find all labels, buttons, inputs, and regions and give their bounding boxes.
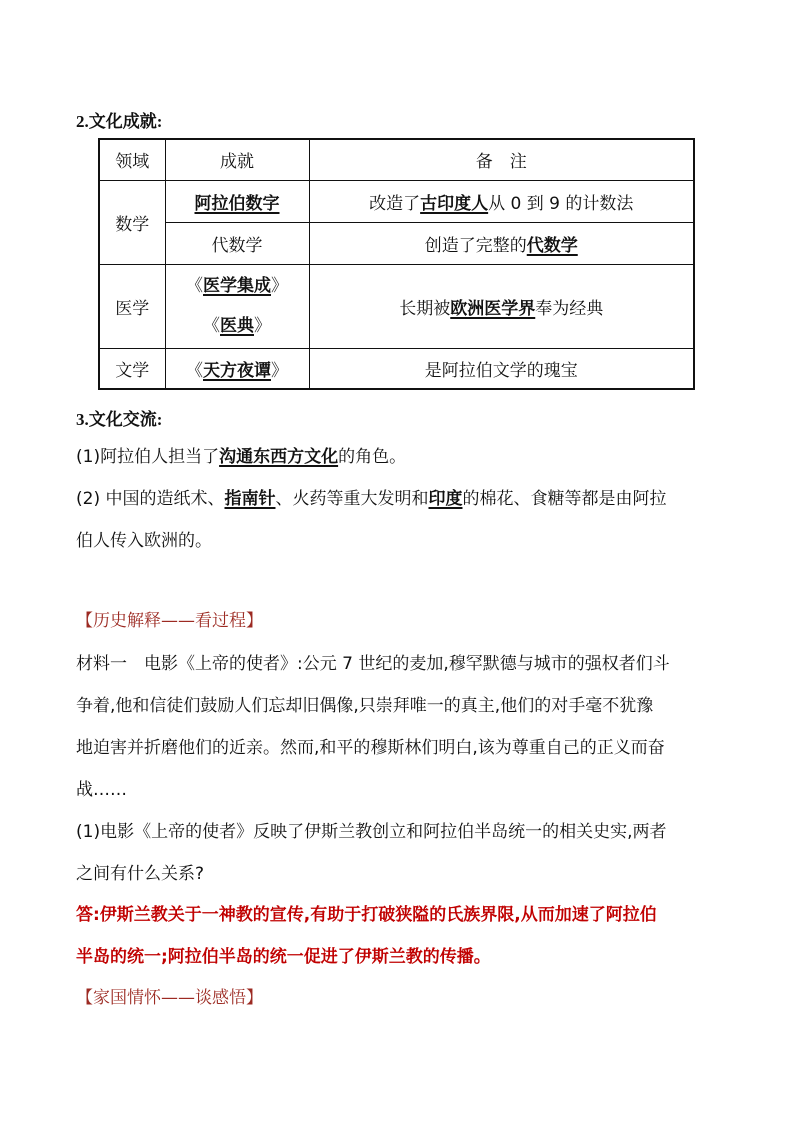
field-literature: 文学 [99,348,165,389]
field-medicine: 医学 [99,264,165,348]
table-row [99,264,694,348]
question-line: 之间有什么关系? [76,864,205,884]
note-cell: 是阿拉伯文学的瑰宝 [309,348,694,389]
material-line: 战…… [76,780,127,800]
header-field: 领域 [99,139,165,180]
note-cell: 改造了古印度人从 0 到 9 的计数法 [309,180,694,222]
table-row [99,180,694,222]
table-header-row [99,139,694,180]
exchange-paragraph-2-cont: 伯人传入欧洲的。 [76,531,212,551]
header-note: 备 注 [309,139,694,180]
material-line: 争着,他和信徒们鼓励人们忘却旧偶像,只崇拜唯一的真主,他们的对手毫不犹豫 [76,696,654,716]
field-math: 数学 [99,180,165,264]
answer-line: 半岛的统一;阿拉伯半岛的统一促进了伊斯兰教的传播。 [76,947,491,967]
note-cell: 创造了完整的代数学 [309,222,694,264]
material-line: 材料一 电影《上帝的使者》:公元 7 世纪的麦加,穆罕默德与城市的强权者们斗 [76,654,670,674]
achievement-cell: 《天方夜谭》 [165,348,309,389]
header-achievement: 成就 [165,139,309,180]
history-explanation-heading: 【历史解释——看过程】 [76,611,263,631]
section-3-title: 3.文化交流: [76,410,163,429]
exchange-paragraph-2: (2) 中国的造纸术、指南针、火药等重大发明和印度的棉花、食糖等都是由阿拉 [76,489,667,509]
achievement-cell: 代数学 [165,222,309,264]
table-row [99,222,694,264]
achievement-cell: 《医学集成》 《医典》 [165,264,309,348]
achievement-cell: 阿拉伯数字 [165,180,309,222]
culture-achievements-table [98,138,695,390]
question-line: (1)电影《上帝的使者》反映了伊斯兰教创立和阿拉伯半岛统一的相关史实,两者 [76,822,667,842]
answer-line: 答:伊斯兰教关于一神教的宣传,有助于打破狭隘的氏族界限,从而加速了阿拉伯 [76,905,657,925]
section-2-title: 2.文化成就: [76,112,163,131]
note-cell: 长期被欧洲医学界奉为经典 [309,264,694,348]
family-heading: 【家国情怀——谈感悟】 [76,988,263,1008]
material-line: 地迫害并折磨他们的近亲。然而,和平的穆斯林们明白,该为尊重自己的正义而奋 [76,738,665,758]
table-row [99,348,694,389]
exchange-paragraph-1: (1)阿拉伯人担当了沟通东西方文化的角色。 [76,447,407,467]
